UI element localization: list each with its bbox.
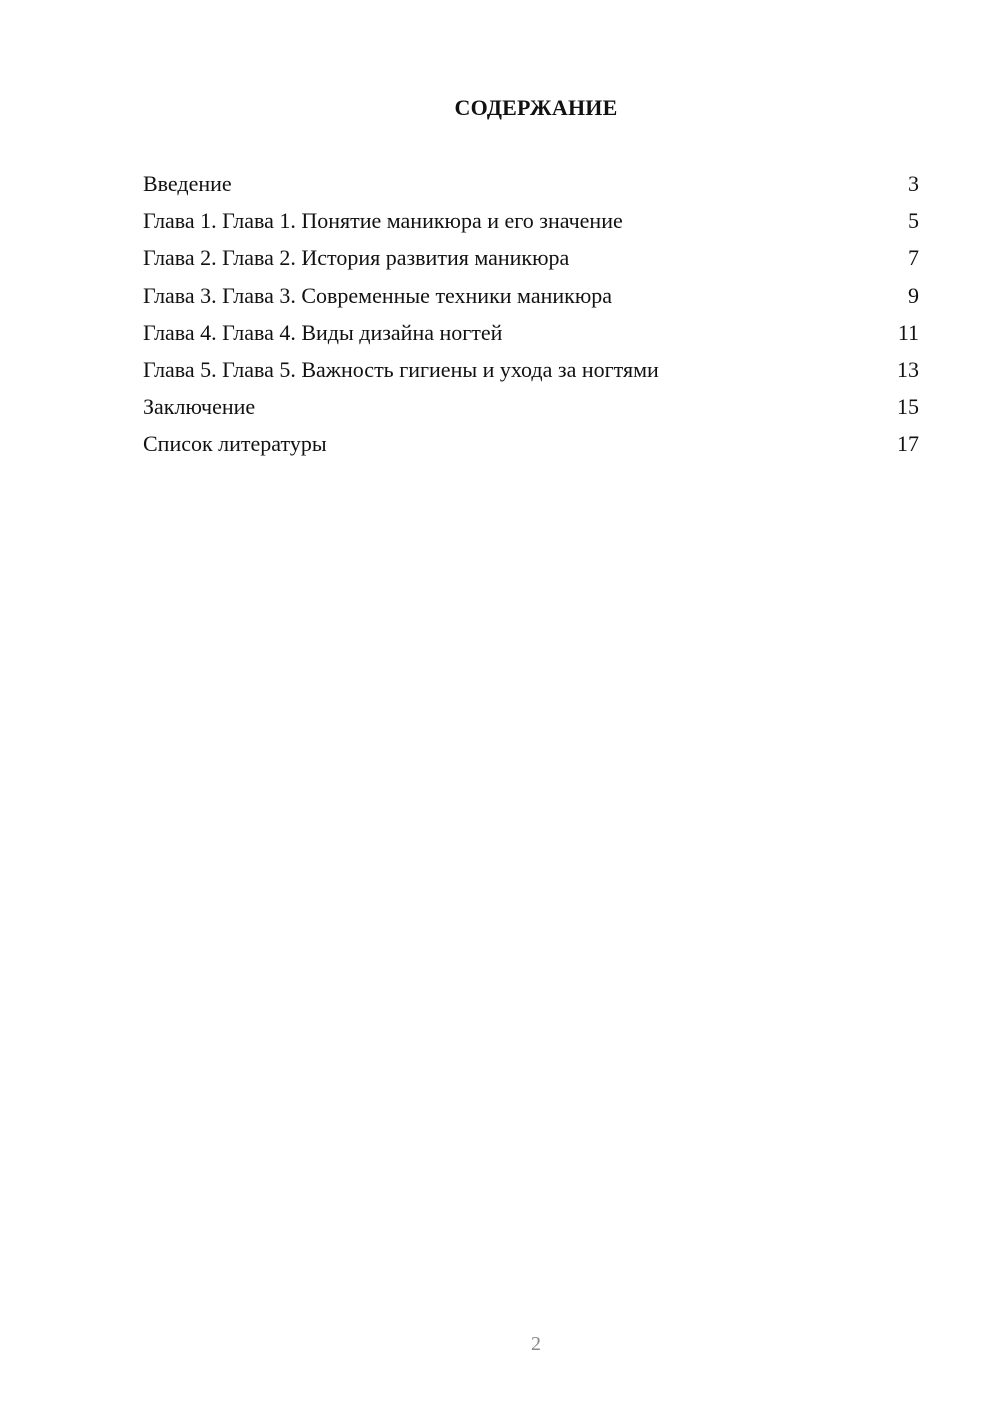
toc-entry-page: 13 — [897, 356, 919, 382]
toc-entry-page: 5 — [908, 208, 919, 234]
toc-entry-page: 7 — [908, 245, 919, 271]
toc-entry-chapter-3 — [143, 280, 919, 317]
toc-entry-title: Глава 4. Глава 4. Виды дизайна ногтей — [143, 319, 503, 345]
toc-entry-title: Глава 5. Глава 5. Важность гигиены и ухода за ногтями — [143, 356, 659, 382]
toc-entry-title: Список литературы — [143, 431, 327, 457]
toc-entry-chapter-4 — [143, 317, 919, 354]
toc-entry-title: Заключение — [143, 394, 256, 420]
toc-entry-title: Введение — [143, 171, 232, 196]
toc-entry-title: Глава 3. Глава 3. Современные техники маникюра — [143, 282, 613, 308]
toc-entry-references — [143, 428, 919, 465]
toc-heading: СОДЕРЖАНИЕ — [454, 95, 618, 120]
toc-entry-introduction — [143, 168, 919, 205]
table-of-contents — [143, 168, 919, 466]
toc-entry-page: 11 — [897, 319, 919, 345]
toc-entry-chapter-1 — [143, 205, 919, 242]
page-number: 2 — [531, 1333, 541, 1355]
toc-entry-page: 3 — [908, 171, 919, 196]
toc-entry-page: 17 — [897, 431, 919, 457]
toc-entry-conclusion — [143, 391, 919, 428]
toc-entry-chapter-2 — [143, 242, 919, 279]
toc-entry-page: 9 — [908, 282, 919, 308]
toc-entry-title: Глава 1. Глава 1. Понятие маникюра и его значение — [143, 208, 623, 234]
toc-entry-title: Глава 2. Глава 2. История развития маникюра — [143, 245, 570, 271]
toc-entry-chapter-5 — [143, 354, 919, 391]
toc-entry-page: 15 — [897, 394, 919, 420]
